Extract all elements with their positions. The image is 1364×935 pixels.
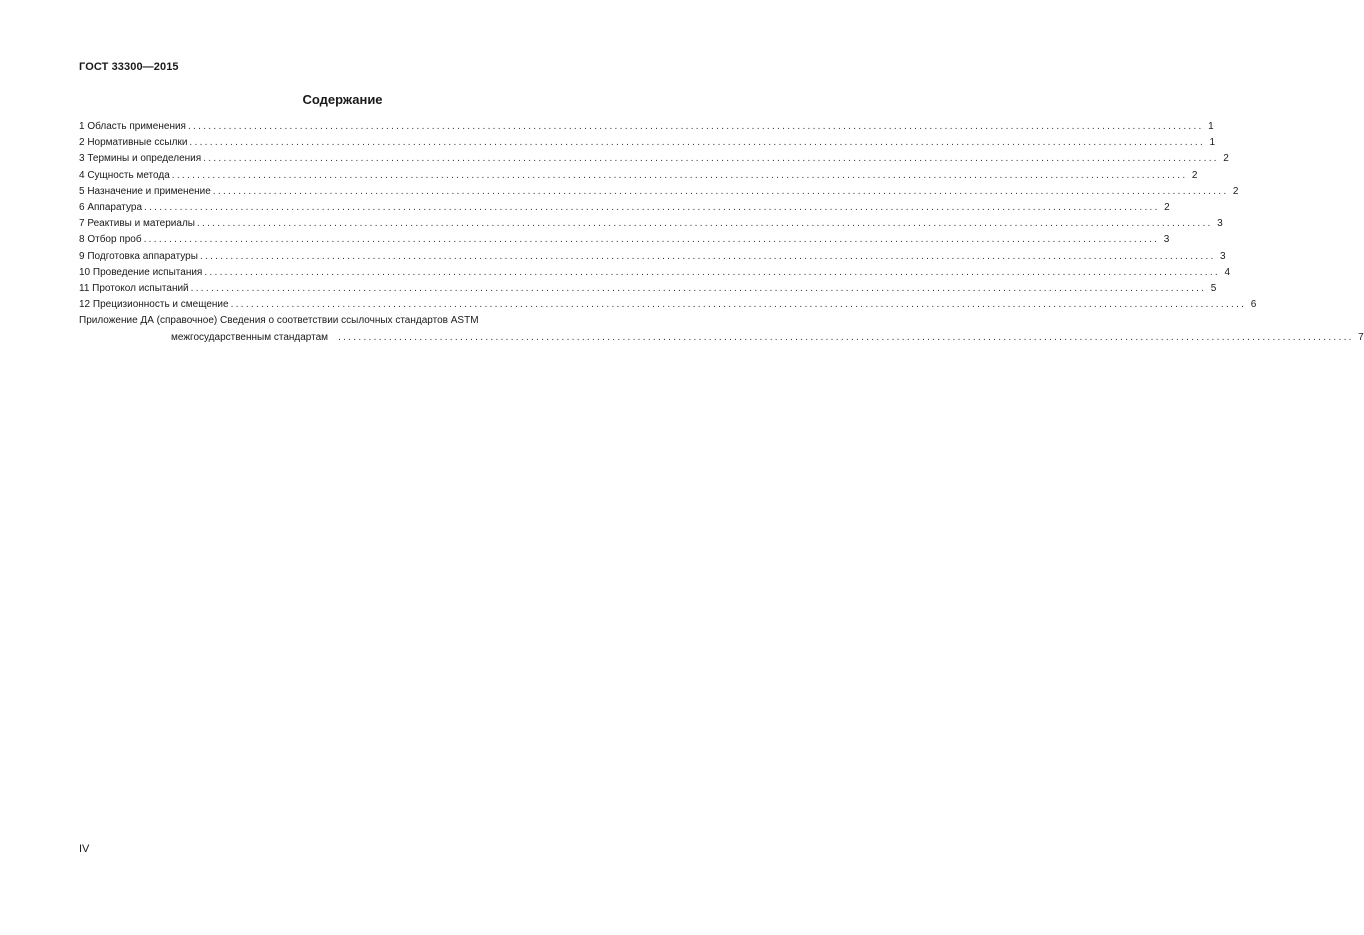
toc-item-label: 8 Отбор проб [79, 234, 142, 246]
toc-appendix-page: 7 [1358, 331, 1364, 343]
toc-item-label: 5 Назначение и применение [79, 185, 211, 197]
toc-item[interactable] [79, 265, 1231, 281]
toc-item-label: 7 Реактивы и материалы [79, 218, 195, 230]
toc-leader-dots: ........................................................................................................................................................................................................ [230, 299, 1247, 311]
toc-item-page: 6 [1250, 299, 1257, 311]
toc-leader-dots: ........................................................................................................................................................................................................ [187, 121, 1204, 132]
toc-item[interactable] [79, 297, 1257, 313]
toc-item[interactable] [79, 168, 1198, 184]
toc-item[interactable] [79, 216, 1223, 232]
toc-item-label: 10 Проведение испытания [79, 266, 203, 278]
toc-item-page: 4 [1224, 266, 1231, 278]
toc-leader-dots: ........................................................................................................................................................................................................ [212, 185, 1229, 197]
toc-item-label: 1 Область применения [79, 121, 186, 132]
toc-item-page: 3 [1217, 218, 1223, 230]
toc-item[interactable] [79, 232, 1170, 248]
toc-item-page: 1 [1208, 121, 1214, 132]
toc-item-page: 2 [1223, 153, 1229, 165]
toc-leader-dots: ........................................................................................................................................................................................................ [204, 266, 1221, 278]
toc-leader-dots: ........................................................................................................................................................................................................ [171, 169, 1188, 181]
toc-appendix-item[interactable] [79, 313, 1364, 345]
toc-item-label: 9 Подготовка аппаратуры [79, 250, 198, 262]
toc-leader-dots: ........................................................................................................................................................................................................ [338, 331, 1354, 343]
toc-item[interactable] [79, 184, 1239, 200]
toc-item-page: 2 [1191, 169, 1198, 181]
toc-item-page: 5 [1210, 283, 1217, 295]
toc-leader-dots: ........................................................................................................................................................................................................ [144, 202, 1160, 214]
toc-item-label: 3 Термины и определения [79, 153, 202, 165]
toc-item[interactable] [79, 151, 1229, 167]
toc-leader-dots: ........................................................................................................................................................................................................ [143, 234, 1160, 246]
toc-item-page: 1 [1209, 137, 1216, 149]
toc-leader-dots: ........................................................................................................................................................................................................ [199, 250, 1216, 262]
toc-appendix-title: Приложение ДА (справочное) Сведения о соответствии ссылочных стандартов ASTM [79, 315, 479, 327]
toc-appendix-subtitle: межгосударственным стандартам [171, 331, 329, 343]
toc-item-label: 2 Нормативные ссылки [79, 137, 188, 149]
toc-leader-dots: ........................................................................................................................................................................................................ [203, 153, 1219, 165]
standard-code: ГОСТ 33300—2015 [79, 61, 179, 73]
toc-item[interactable] [79, 200, 1170, 216]
toc-item[interactable] [79, 249, 1226, 265]
toc-item-label: 12 Прецизионность и смещение [79, 299, 229, 311]
toc-item[interactable] [79, 135, 1216, 151]
toc-item[interactable] [79, 281, 1217, 297]
toc-item-label: 11 Протокол испытаний [79, 283, 189, 295]
toc-item-page: 3 [1220, 250, 1226, 262]
toc-item-page: 2 [1232, 185, 1239, 197]
toc-title: Содержание [302, 92, 383, 107]
toc-item-page: 3 [1163, 234, 1170, 246]
toc-item[interactable] [79, 119, 1214, 135]
toc-leader-dots: ........................................................................................................................................................................................................ [196, 218, 1213, 230]
toc-item-label: 4 Сущность метода [79, 169, 170, 181]
toc-leader-dots: ........................................................................................................................................................................................................ [189, 137, 1206, 149]
toc-leader-dots: ........................................................................................................................................................................................................ [190, 283, 1207, 295]
toc-item-page: 2 [1164, 202, 1170, 214]
page-number: IV [79, 843, 90, 855]
table-of-contents [79, 119, 1364, 346]
toc-item-label: 6 Аппаратура [79, 202, 143, 214]
